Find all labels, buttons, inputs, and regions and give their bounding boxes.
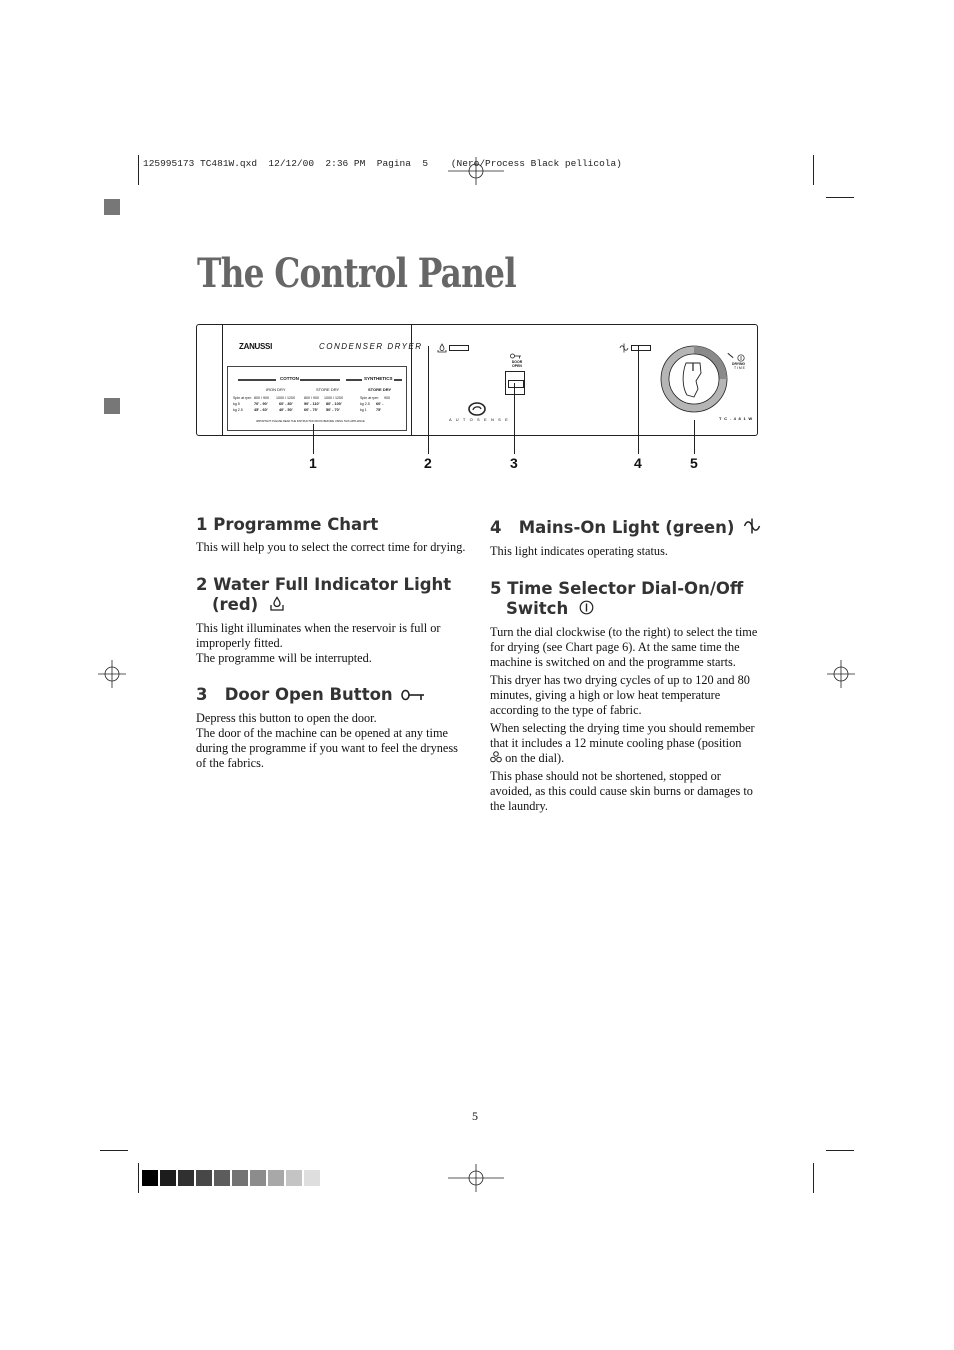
chart-cell: 45' - 60' bbox=[254, 408, 268, 412]
chart-cell: 800 / 900 bbox=[304, 396, 319, 400]
section-5-text: Turn the dial clockwise (to the right) to select the time for drying (see Chart page 6). At the same time the machine is switched on and the programme starts. bbox=[490, 625, 758, 669]
fan-icon bbox=[490, 751, 502, 763]
door-open-button[interactable] bbox=[505, 371, 525, 395]
margin-marker bbox=[104, 398, 120, 414]
color-swatch bbox=[250, 1170, 266, 1186]
registration-mark-icon bbox=[827, 660, 855, 688]
crop-mark bbox=[826, 197, 854, 198]
chart-cell: 90' - 110' bbox=[304, 402, 320, 406]
chart-synthetics-label: SYNTHETICS bbox=[364, 376, 393, 381]
crop-mark bbox=[138, 155, 139, 185]
color-swatch bbox=[160, 1170, 176, 1186]
section-3-text: The door of the machine can be opened at any time during the programme if you want to feel the dryness of the fabrics. bbox=[196, 726, 458, 770]
on-off-icon bbox=[737, 354, 745, 362]
chart-cell: 40' - 50' bbox=[279, 408, 293, 412]
section-5-heading bbox=[490, 579, 762, 619]
section-5-text: This phase should not be shortened, stopped or avoided, as this could cause skin burns or damages to the laundry. bbox=[490, 769, 753, 813]
key-icon bbox=[401, 689, 425, 701]
callout-leader bbox=[694, 420, 695, 454]
chart-row-label: kg 2.5 bbox=[360, 402, 370, 406]
section-4-heading-text: 4 Mains-On Light (green) bbox=[490, 518, 735, 537]
color-swatch bbox=[196, 1170, 212, 1186]
section-5-text-part: When selecting the drying time you should remember that it includes a 12 minute cooling phase (position bbox=[490, 721, 755, 750]
right-column bbox=[490, 518, 762, 814]
section-4-text: This light indicates operating status. bbox=[490, 544, 668, 558]
color-swatch bbox=[214, 1170, 230, 1186]
drying-label: DRYING bbox=[732, 362, 746, 366]
mains-on-light bbox=[631, 345, 651, 351]
section-2-heading bbox=[196, 575, 468, 615]
chart-iron-dry: IRON DRY bbox=[266, 387, 286, 392]
section-5-heading-line1: 5 Time Selector Dial-On/Off bbox=[490, 579, 744, 598]
water-full-light bbox=[449, 345, 469, 351]
chart-cell: 75' bbox=[376, 408, 382, 412]
chart-cell: 80' - 100' bbox=[326, 402, 342, 406]
control-panel-illustration bbox=[196, 324, 758, 436]
door-open-label: DOOR OPEN bbox=[511, 360, 523, 368]
programme-chart-box bbox=[227, 366, 407, 431]
chart-store-dry: STORE DRY bbox=[316, 387, 340, 392]
section-2-heading-line1: 2 Water Full Indicator Light bbox=[196, 575, 452, 594]
section-2-text: This light illuminates when the reservoir is full or improperly fitted. bbox=[196, 621, 441, 650]
color-swatch bbox=[178, 1170, 194, 1186]
chart-row-label: kg 2.5 bbox=[233, 408, 243, 412]
on-off-icon bbox=[579, 600, 594, 615]
crop-mark bbox=[813, 155, 814, 185]
chart-row-label: kg 1 bbox=[360, 408, 367, 412]
margin-marker bbox=[104, 199, 120, 215]
time-label: T I M E bbox=[734, 366, 745, 370]
brand-logo: ZANUSSI bbox=[239, 342, 273, 351]
color-swatch bbox=[142, 1170, 158, 1186]
crop-mark bbox=[100, 1150, 128, 1151]
section-5-heading-line2: Switch bbox=[506, 599, 569, 618]
chart-arrow bbox=[346, 379, 362, 381]
section-1-heading: 1 Programme Chart bbox=[196, 515, 379, 534]
autosense-label: A U T O S E N S E bbox=[449, 417, 510, 422]
mains-on-icon bbox=[743, 518, 761, 534]
section-1-text: This will help you to select the correct time for drying. bbox=[196, 540, 466, 554]
chart-row-label: Spin at rpm bbox=[360, 396, 379, 400]
color-swatch bbox=[232, 1170, 248, 1186]
chart-cotton-label: COTTON bbox=[280, 376, 299, 381]
water-full-icon bbox=[437, 343, 447, 353]
callout-1: 1 bbox=[309, 455, 317, 471]
print-slug: 125995173 TC481W.qxd 12/12/00 2:36 PM Pagina 5 (Nero/Process Black pellicola) bbox=[143, 158, 622, 169]
registration-mark-icon bbox=[448, 157, 504, 185]
section-3-text: Depress this button to open the door. bbox=[196, 711, 377, 725]
section-2-heading-line2: (red) bbox=[212, 595, 259, 614]
section-3-heading bbox=[196, 685, 468, 705]
water-full-icon bbox=[269, 596, 285, 612]
crop-mark bbox=[813, 1163, 814, 1193]
callout-5: 5 bbox=[690, 455, 698, 471]
product-name: CONDENSER DRYER bbox=[319, 342, 423, 351]
registration-mark-icon bbox=[98, 660, 126, 688]
color-swatch bbox=[286, 1170, 302, 1186]
section-3-heading-text: 3 Door Open Button bbox=[196, 685, 393, 704]
key-icon bbox=[510, 353, 522, 359]
callout-leader bbox=[638, 346, 639, 454]
autosense-logo-icon bbox=[468, 402, 486, 416]
chart-cell: 60' - 75' bbox=[304, 408, 318, 412]
model-label: T C . 4 8 1 W bbox=[719, 416, 753, 421]
dial-graphic bbox=[660, 345, 728, 413]
dial-direction-arrow bbox=[727, 353, 733, 358]
panel-divider bbox=[222, 325, 223, 435]
crop-mark bbox=[826, 1150, 854, 1151]
chart-arrow bbox=[300, 379, 340, 381]
page-title: The Control Panel bbox=[197, 250, 516, 297]
section-2-text: The programme will be interrupted. bbox=[196, 651, 372, 665]
callout-3: 3 bbox=[510, 455, 518, 471]
callout-leader bbox=[313, 424, 314, 454]
chart-arrow bbox=[238, 379, 276, 381]
chart-cell: 800 / 900 bbox=[254, 396, 269, 400]
time-selector-dial[interactable] bbox=[660, 345, 728, 413]
chart-cell: 1000 / 1200 bbox=[276, 396, 295, 400]
section-5-text-part: on the dial). bbox=[505, 751, 565, 765]
callout-2: 2 bbox=[424, 455, 432, 471]
callout-leader bbox=[428, 346, 429, 454]
callout-leader bbox=[514, 383, 515, 454]
chart-cell: 50' - 70' bbox=[326, 408, 340, 412]
page-number: 5 bbox=[472, 1109, 478, 1123]
mains-on-icon bbox=[619, 343, 629, 353]
chart-store-dry-syn: STORE DRY bbox=[368, 387, 392, 392]
section-5-text: This dryer has two drying cycles of up to 120 and 80 minutes, giving a high or low heat temperature according to the type of fabric. bbox=[490, 673, 750, 717]
section-4-heading bbox=[490, 518, 762, 538]
chart-cell: 60' - 80' bbox=[279, 402, 293, 406]
color-swatch bbox=[268, 1170, 284, 1186]
crop-mark bbox=[138, 1163, 139, 1193]
callout-4: 4 bbox=[634, 455, 642, 471]
chart-footnote: IMPORTANT: PLEASE READ THE INSTRUCTION BOOK BEFORE USING THIS APPLIANCE bbox=[256, 420, 365, 423]
chart-cell: 70' - 90' bbox=[254, 402, 268, 406]
section-5-text bbox=[490, 721, 762, 766]
registration-mark-icon bbox=[448, 1164, 504, 1192]
left-column bbox=[196, 515, 468, 771]
chart-row-label: kg 5 bbox=[233, 402, 240, 406]
chart-row-label: Spin at rpm bbox=[233, 396, 252, 400]
chart-cell: 900 bbox=[384, 396, 390, 400]
chart-cell: 1000 / 1200 bbox=[324, 396, 343, 400]
color-swatch bbox=[304, 1170, 320, 1186]
chart-cell: 60' - bbox=[376, 402, 384, 406]
chart-arrow bbox=[394, 379, 402, 381]
